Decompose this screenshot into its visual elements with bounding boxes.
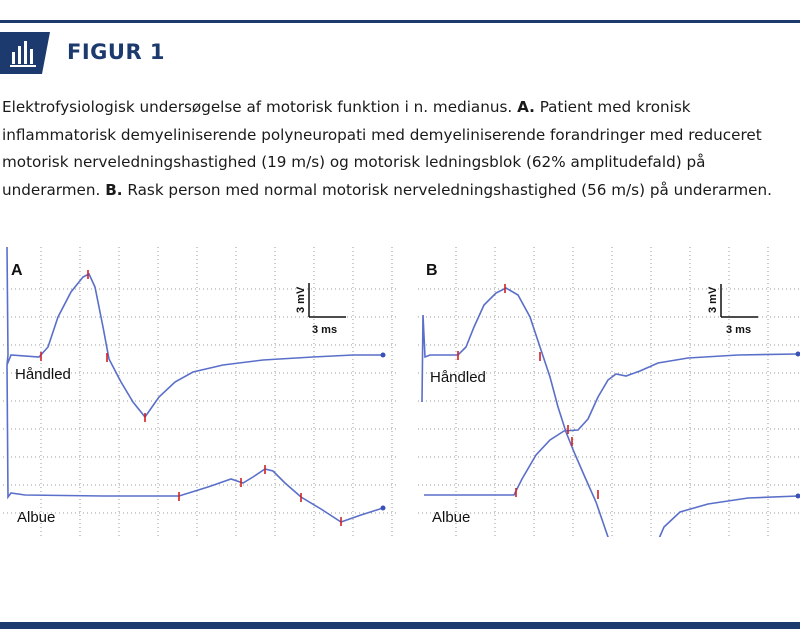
panel-b-grid — [418, 247, 800, 537]
top-rule — [0, 20, 800, 23]
caption-a-marker: A. — [517, 98, 535, 116]
figure-caption — [2, 94, 792, 204]
bar-chart-icon — [0, 32, 50, 74]
panel-a-end-dot-handled — [381, 353, 386, 358]
caption-b-text: Rask person med normal motorisk nerveledningshastighed (56 m/s) på underarmen. — [122, 180, 772, 199]
panel-a-end-dot-albue — [381, 506, 386, 511]
caption-intro: Elektrofysiologisk undersøgelse af motorisk funktion i n. medianus. — [2, 98, 518, 116]
panel-a-trace-albue — [7, 365, 383, 522]
bottom-rule — [0, 622, 800, 629]
panel-a-grid — [3, 247, 397, 537]
panel-b-label: B — [426, 262, 438, 279]
panel-a-series-label-handled: Håndled — [15, 366, 71, 383]
panel-b-scale-horizontal-label: 3 ms — [726, 324, 752, 336]
panel-a-scale-vertical-label: 3 mV — [295, 286, 307, 313]
figure-title: FIGUR 1 — [67, 40, 166, 64]
panel-a — [3, 247, 397, 537]
panel-b — [418, 247, 800, 537]
panel-b-scale-vertical-label: 3 mV — [707, 286, 719, 313]
panel-b-markers — [458, 284, 638, 537]
panel-b-series-label-handled: Håndled — [430, 369, 486, 386]
caption-a-text: Patient med kronisk inflammatorisk demyeliniserende polyneuropati med demyeliniserende forandringer med reduceret motorisk nerveledningshastighed (19 m/s) og motorisk ledningsblok (62% amplitudefald) på underarmen. — [2, 98, 762, 199]
panel-a-series-label-albue: Albue — [17, 509, 56, 526]
panel-a-plot — [3, 247, 397, 537]
figure-badge — [0, 32, 50, 74]
panel-b-end-dot-handled — [796, 352, 800, 357]
panel-b-series-label-albue: Albue — [432, 509, 471, 526]
caption-b-marker: B. — [105, 180, 123, 199]
panel-a-scale-horizontal-label: 3 ms — [312, 324, 338, 336]
panel-b-plot — [418, 247, 800, 537]
panel-b-end-dot-albue — [796, 494, 800, 499]
panel-a-label: A — [11, 262, 23, 279]
